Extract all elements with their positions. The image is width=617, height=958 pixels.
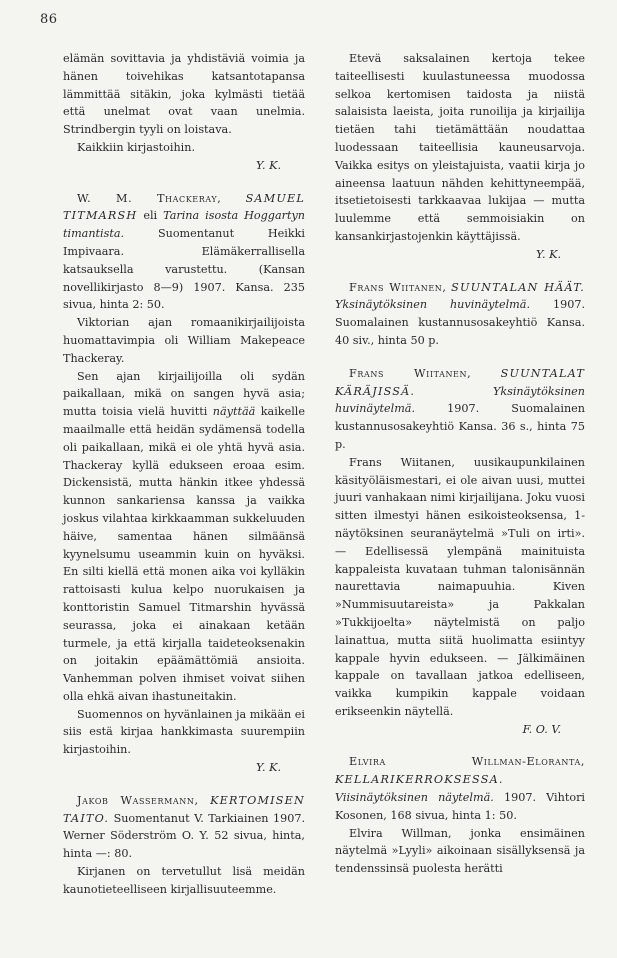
author-name: Jakob Wassermann,: [77, 793, 199, 807]
text-run: kaikelle maailmalle että heidän sydämensä todella oli paikallaan, mikä ei ole yhtä hyvä asia. Thackeray kyllä edukseen eroaa esim. Dickensistä, mutta hänkin itkee yhdessä kunnon sankariensa kanssa ja vaikka joskus vilahtaa kirkkaamman sukkeluuden häive, samentaa hänen silmäänsä kyynelsumu useammin kuin on hyväksi. En silti kiellä että monen aika voi kylläkin rattoisasti kulua kelpo nuorukaisen ja konttoristin Samuel Titmarshin hyvässä seurassa, joka ei ainakaan ketään turmele, ja että kirjalla taideteoksenakin on joitakin epäämättömiä ansioita. Vanhemman polven ihmiset voivat siihen olla ehkä aivan ihastuneitakin.: [63, 405, 305, 703]
book-details: Suomentanut Heikki Impivaara. Elämäkerrallisella katsauksella varustettu. (Kansan novellikirjasto 8—9) 1907. Kansa. 235 sivua, hinta 2: 50.: [63, 227, 305, 312]
book-details: 1907. Suomalainen kustannusosakeyhtiö Kansa. 36 s., hinta 75 p.: [335, 402, 585, 451]
book-subtitle: Yksinäytöksinen huvinäytelmä.: [335, 298, 531, 312]
page-number: 86: [40, 12, 58, 27]
book-subtitle: Viisinäytöksinen näytelmä.: [335, 791, 494, 805]
review-paragraph: [63, 368, 305, 706]
book-title: SUUNTALAT KÄRÄJISSÄ.: [335, 366, 585, 398]
author-name: Frans Wiitanen,: [349, 366, 472, 380]
emphasis: näyttää: [212, 405, 256, 419]
book-details: 1907. Vihtori Kosonen, 168 sivua, hinta 1: 50.: [335, 791, 585, 822]
book-subtitle: Tarina isosta Hoggartyn timantista.: [63, 209, 305, 241]
review-heading-wiitanen-2: [335, 365, 585, 454]
intro-recommendation: Kaikkiin kirjastoihin.: [77, 140, 196, 154]
review-signature: Y. K.: [536, 247, 561, 261]
review-heading-wiitanen-1: [335, 279, 585, 350]
right-column: [335, 50, 585, 878]
book-title: SAMUEL TITMARSH: [63, 191, 305, 223]
review-signature: F. O. V.: [522, 722, 561, 736]
review-heading-wassermann: [63, 792, 305, 863]
review-paragraph: Kirjanen on tervetullut lisä meidän kaunotieteelliseen kirjallisuuteemme.: [63, 865, 305, 896]
author-name: Frans Wiitanen,: [349, 280, 447, 294]
book-subtitle: Yksinäytöksinen huvinäytelmä.: [335, 384, 585, 416]
book-title: KERTOMISEN TAITO.: [63, 793, 305, 825]
review-paragraph: Frans Wiitanen, uusikaupunkilainen käsityöläismestari, ei ole aivan uusi, muttei juuri vanhakaan nimi kirjailijana. Joku vuosi sitten ilmestyi hänen esikoisteoksensa, 1-näytöksinen seuranäytelmä »Tuli on irti». — Edellisessä ylempänä mainituista kappaleista kuvataan tuhman talonisännän naurettavia naimapuuhia. Kiven »Nummisuutareista» ja Pakkalan »Tukkijoelta» näytelmistä on paljo lainattua, mutta siitä huolimatta esiintyy kappale hyvin edukseen. — Jälkimäinen kappale on tavallaan jatkoa edelliseen, vaikka kumpikin kappale voidaan erikseenkin näytellä.: [335, 455, 585, 718]
review-heading-willman: [335, 753, 585, 824]
book-title: KELLARIKERROKSESSA.: [335, 773, 504, 787]
book-details: Suomentanut V. Tarkiainen 1907. Werner Söderström O. Y. 52 sivua, hinta, hinta —: 80.: [63, 811, 306, 861]
review-heading-thackeray: [63, 190, 305, 315]
review-paragraph: Viktorian ajan romaanikirjailijoista huomattavimpia oli William Makepeace Thackeray.: [63, 316, 305, 365]
text-run: Sen ajan kirjailijoilla oli sydän paikallaan, mikä on sangen hyvä asia; mutta toisia vielä huvitti: [63, 369, 305, 419]
review-paragraph: Elvira Willman, jonka ensimäinen näytelmä »Lyyli» aikoinaan sisällyksensä ja tendenssinsä puolesta herätti: [335, 826, 585, 876]
left-column: [63, 50, 305, 899]
author-name: Elvira Willman-Eloranta,: [349, 755, 585, 769]
author-name: W. M. Thackeray,: [77, 191, 222, 205]
review-paragraph: Etevä saksalainen kertoja tekee taiteellisesti kuulastuneessa muodossa selkoa kertomisen taidosta ja niistä salaisista laeista, joita runoilija ja kirjailija tietäen tahi tietämättään noudattaa luodessaan taiteellisia kauneusarvoja. Vaikka esitys on yleistajuista, vaatii kirja jo aineensa laatuun nähden kehittyneempää, itsetietoisesti tarkkaavaa lukijaa — mutta luulemme että semmoisiakin on kansankirjastojenkin käyttäjissä.: [335, 52, 585, 243]
intro-signature: Y. K.: [256, 158, 281, 172]
intro-paragraph: elämän sovittavia ja yhdistäviä voimia ja hänen toivehikas katsantotapansa lämmittää sitäkin, joka kylmästi tietää että unelmat ovat vaan unelmia. Strindbergin tyyli on loistava.: [63, 52, 305, 137]
book-title: SUUNTALAN HÄÄT.: [451, 280, 585, 294]
book-details: 1907. Suomalainen kustannusosakeyhtiö Kansa. 40 siv., hinta 50 p.: [335, 298, 585, 347]
review-paragraph: Suomennos on hyvänlainen ja mikään ei siis estä kirjaa hankkimasta suurempiin kirjastoihin.: [63, 707, 305, 757]
title-connector: eli: [143, 209, 158, 223]
review-signature: Y. K.: [256, 761, 281, 775]
